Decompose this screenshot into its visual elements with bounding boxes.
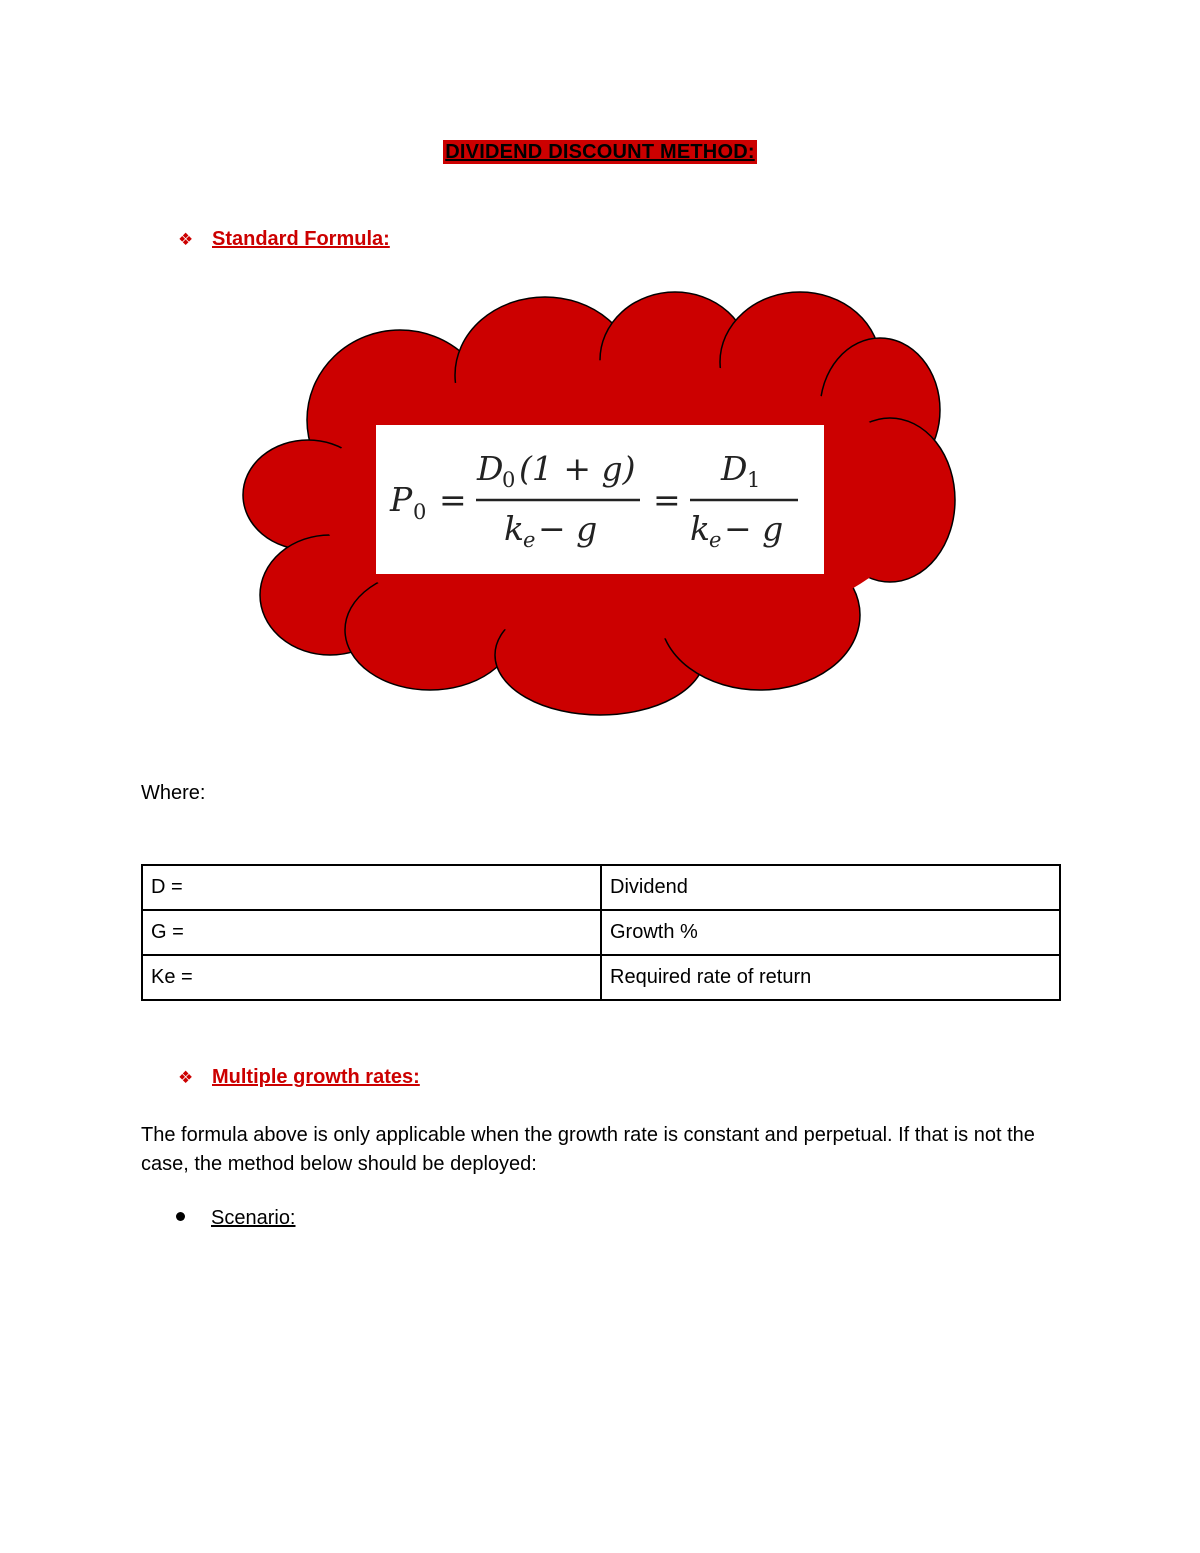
meaning-cell: Dividend	[601, 865, 1060, 910]
list-item-scenario	[176, 1207, 296, 1230]
meaning-cell: Required rate of return	[601, 955, 1060, 1000]
page-title-text: DIVIDEND DISCOUNT METHOD:	[445, 141, 755, 163]
table-row	[142, 865, 1060, 910]
page-title	[0, 141, 1200, 164]
formula-den1-k: k	[504, 509, 524, 548]
diamond-bullet-icon: ❖	[178, 230, 194, 249]
where-label: Where:	[141, 782, 206, 804]
dividend-discount-formula	[376, 425, 824, 574]
formula-den2-sub: e	[709, 528, 722, 552]
formula-num1-sub: 0	[502, 468, 516, 492]
formula-num2-sub: 1	[747, 468, 761, 492]
formula-lhs-sub: 0	[413, 500, 427, 524]
formula-den1-rest: − g	[538, 509, 598, 548]
section-heading-standard-formula	[178, 228, 390, 251]
formula-den2-k: k	[690, 509, 710, 548]
section-heading-multiple-growth-rates	[178, 1066, 420, 1089]
formula-den2-rest: − g	[724, 509, 784, 548]
formula-num2-var: D	[721, 449, 748, 488]
formula-box	[376, 425, 824, 574]
meaning-cell: Growth %	[601, 910, 1060, 955]
formula-num1-var: D	[477, 449, 504, 488]
list-item-text: Scenario:	[211, 1207, 296, 1229]
section-heading-text: Standard Formula:	[212, 228, 390, 250]
table-row	[142, 910, 1060, 955]
section-heading-text: Multiple growth rates:	[212, 1066, 420, 1088]
formula-den1-sub: e	[523, 528, 536, 552]
bullet-dot-icon	[176, 1212, 185, 1221]
definitions-table	[141, 864, 1061, 1001]
formula-eq-1: =	[439, 480, 467, 519]
table-row	[142, 955, 1060, 1000]
formula-eq-2: =	[653, 480, 681, 519]
term-cell: D =	[142, 865, 601, 910]
term-cell: G =	[142, 910, 601, 955]
formula-num1-rest: (1 + g)	[519, 449, 636, 488]
body-paragraph: The formula above is only applicable when the growth rate is constant and perpetual. If that is not the case, the method below should be deployed:	[141, 1124, 1035, 1175]
diamond-bullet-icon: ❖	[178, 1068, 194, 1087]
term-cell: Ke =	[142, 955, 601, 1000]
formula-lhs-var: P	[390, 480, 413, 519]
